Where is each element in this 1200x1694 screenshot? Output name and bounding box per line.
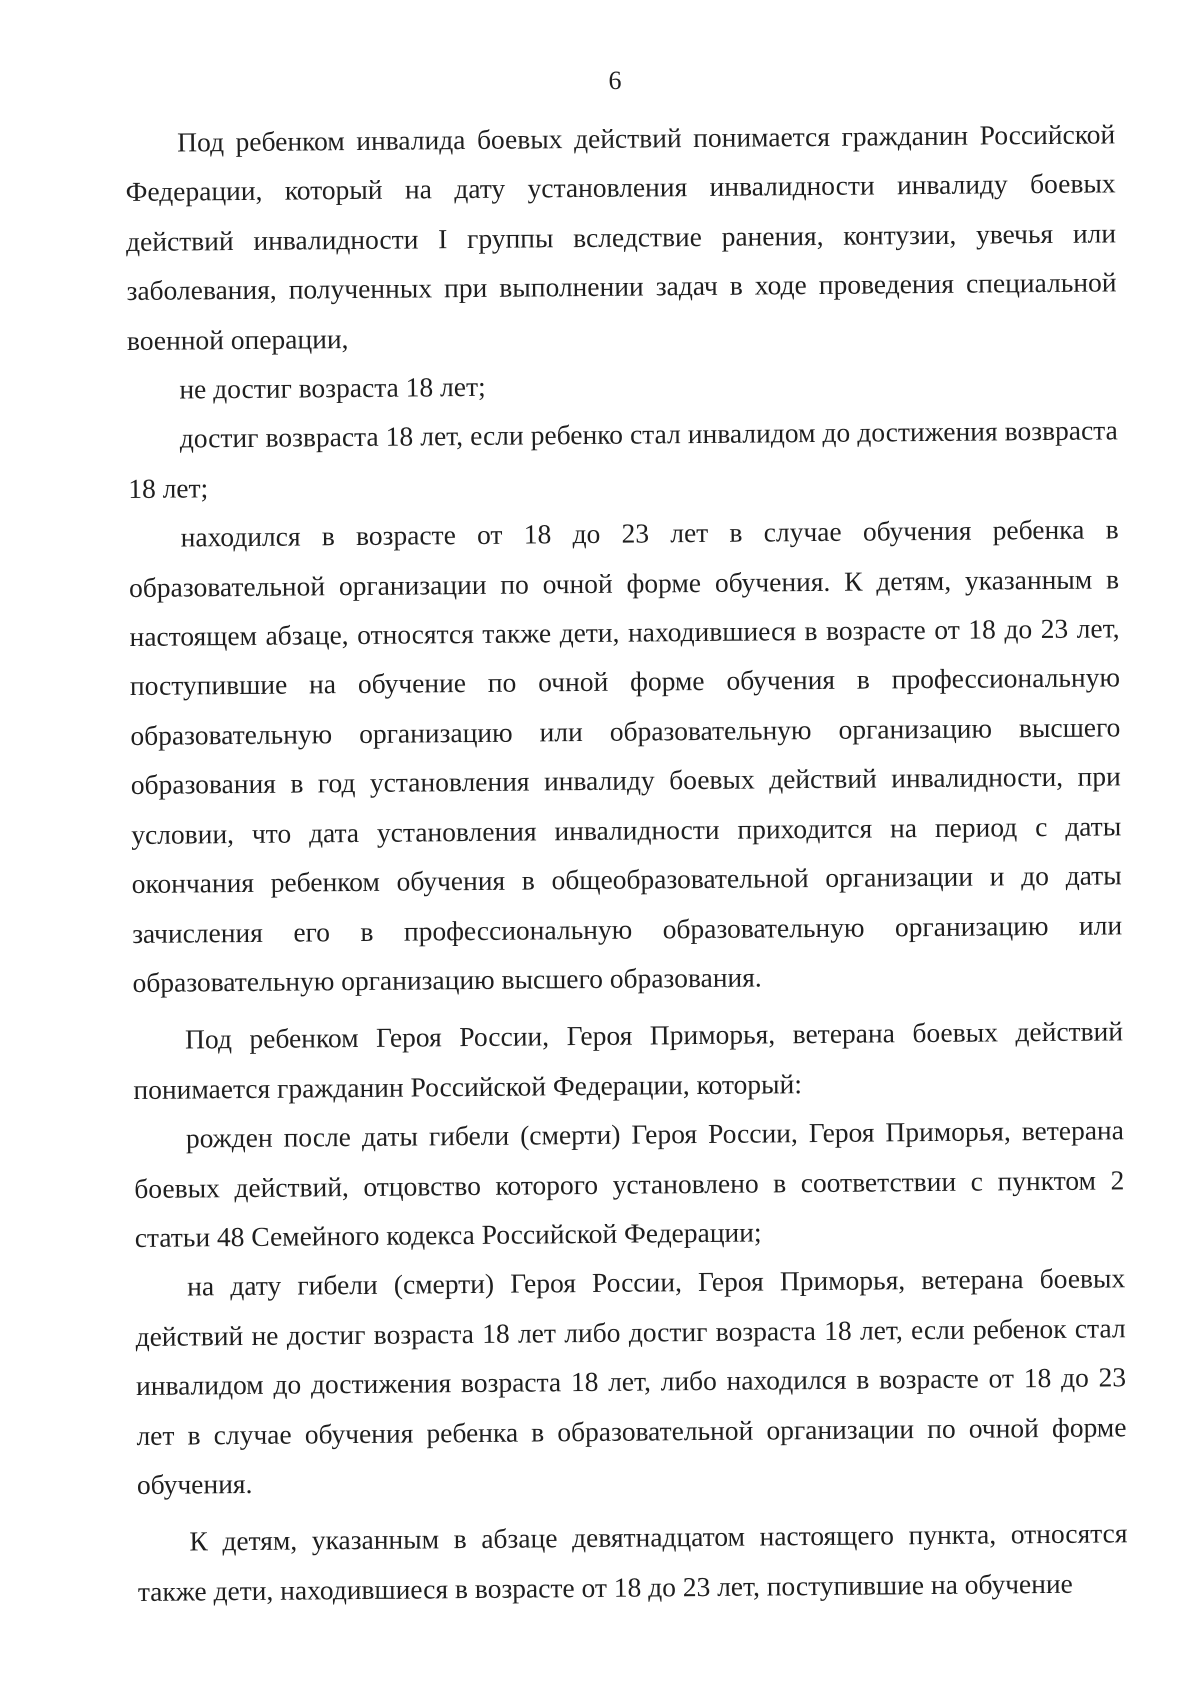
paragraph-reached-18-disabled: достиг возвраста 18 лет, если ребенко стал инвалидом до достижения возвраста 18 лет; <box>128 414 1118 504</box>
paragraph-also-children-enrolled: К детям, указанным в абзаце девятнадцатом настоящего пункта, относятся также дети, находившиеся в возрасте от 18 до 23 лет, поступившие на обучение <box>137 1517 1128 1607</box>
paragraph-child-of-hero-definition: Под ребенком Героя России, Героя Приморья, ветерана боевых действий понимается гражданин Российской Федерации, который: <box>133 1015 1124 1105</box>
document-body <box>125 109 1128 1616</box>
paragraph-born-after-death: рожден после даты гибели (смерти) Героя России, Героя Приморья, ветерана боевых действий, отцовство которого установлено в соответствии с пунктом 2 статьи 48 Семейного кодекса Российской Федерации; <box>134 1114 1125 1253</box>
paragraph-age-at-death: на дату гибели (смерти) Героя России, Героя Приморья, ветерана боевых действий не достиг возраста 18 лет либо достиг возраста 18 лет, если ребенок стал инвалидом до достижения возраста 18 лет, либо находился в возрасте от 18 до 23 лет в случае обучения ребенка в образовательной организации по очной форме обучения. <box>135 1262 1127 1500</box>
paragraph-under-18: не достиг возраста 18 лет; <box>179 370 486 405</box>
page-number: 6 <box>608 66 622 95</box>
paragraph-child-of-disabled-veteran-definition: Под ребенком инвалида боевых действий понимается гражданин Российской Федерации, который на дату установления инвалидности инвалиду боевых действий инвалидности I группы вследствие ранения, контузии, увечья или заболевания, полученных при выполнении задач в ходе проведения специальной военной операции, <box>125 118 1117 356</box>
paragraph-aged-18-to-23-student: находился в возрасте от 18 до 23 лет в случае обучения ребенка в образовательной организации по очной форме обучения. К детям, указанным в настоящем абзаце, относятся также дети, находившиеся в возрасте от 18 до 23 лет, поступившие на обучение по очной форме обучения в профессиональную образовательную организацию или образовательную организацию высшего образования в год установления инвалиду боевых действий инвалидности, при условии, что дата установления инвалидности приходится на период с даты окончания ребенком обучения в общеобразовательной организации и до даты зачисления его в профессиональную образовательную организацию или образовательную организацию высшего образования. <box>128 513 1123 998</box>
